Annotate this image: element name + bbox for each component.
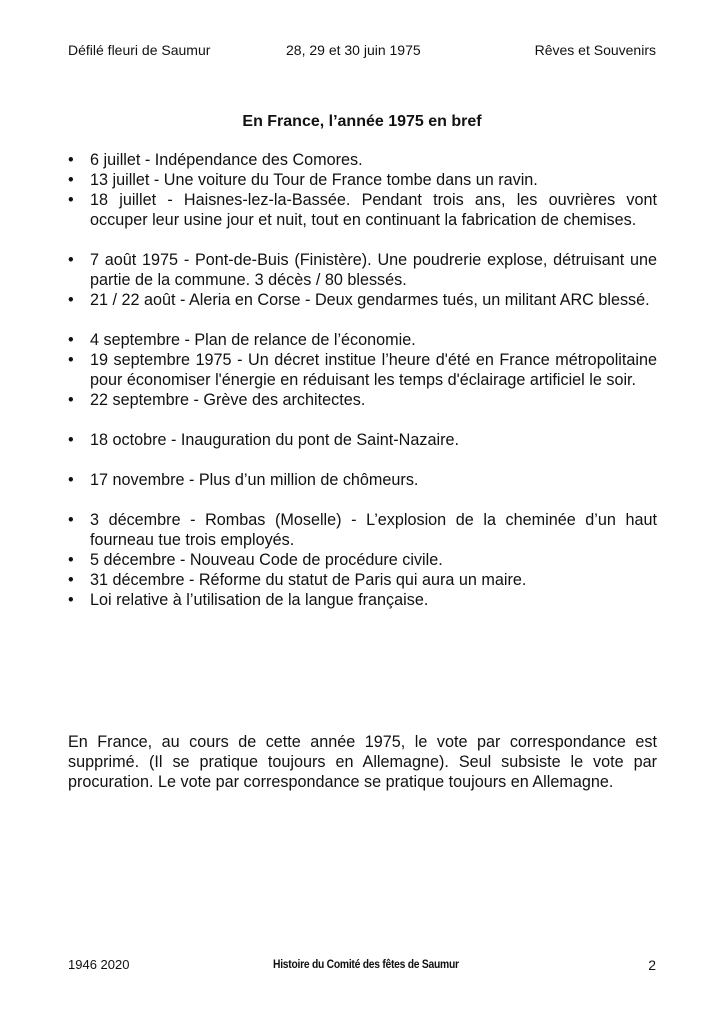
event-text: 5 décembre - Nouveau Code de procédure civile.: [90, 551, 443, 569]
event-text: 7 août 1975 - Pont-de-Buis (Finistère). Une poudrerie explose, détruisant une partie de la commune. 3 décès / 80 blessés.: [90, 251, 657, 289]
event-text: Loi relative à l’utilisation de la langue française.: [90, 591, 429, 609]
page-footer: [68, 957, 656, 977]
list-item: [68, 330, 657, 350]
event-text: 4 septembre - Plan de relance de l’économie.: [90, 331, 416, 349]
event-text: 31 décembre - Réforme du statut de Paris qui aura un maire.: [90, 571, 527, 589]
event-text: 18 juillet - Haisnes-lez-la-Bassée. Pendant trois ans, les ouvrières vont occuper leur usine jour et nuit, tout en continuant la fabrication de chemises.: [90, 191, 657, 229]
bullet: •: [68, 151, 74, 169]
list-item: [68, 170, 657, 190]
header-center-text: 28, 29 et 30 juin 1975: [286, 42, 421, 58]
footer-center-text: Histoire du Comité des fêtes de Saumur: [273, 957, 459, 971]
event-text: 3 décembre - Rombas (Moselle) - L’explosion de la cheminée d’un haut fourneau tue trois employés.: [90, 511, 657, 549]
event-text: 18 octobre - Inauguration du pont de Saint-Nazaire.: [90, 431, 459, 449]
bullet: •: [68, 291, 74, 309]
list-item: [68, 350, 657, 390]
header-left-text: Défilé fleuri de Saumur: [68, 42, 211, 58]
bullet: •: [68, 391, 74, 409]
event-text: 21 / 22 août - Aleria en Corse - Deux gendarmes tués, un militant ARC blessé.: [90, 291, 650, 309]
event-text: 6 juillet - Indépendance des Comores.: [90, 151, 363, 169]
summary-paragraph: En France, au cours de cette année 1975, le vote par correspondance est supprimé. (Il se pratique toujours en Allemagne). Seul subsiste le vote par procuration. Le vote par correspondance se pratique toujours en Allemagne.: [68, 733, 657, 791]
list-item: [68, 190, 657, 230]
event-text: 22 septembre - Grève des architectes.: [90, 391, 366, 409]
events-list: [68, 150, 657, 610]
page-header: [68, 42, 656, 64]
list-item: [68, 470, 657, 490]
event-text: 17 novembre - Plus d’un million de chômeurs.: [90, 471, 419, 489]
bullet: •: [68, 511, 74, 529]
bullet: •: [68, 251, 74, 269]
list-item: [68, 550, 657, 570]
list-item: [68, 590, 657, 610]
list-item: [68, 390, 657, 410]
list-item: [68, 510, 657, 550]
list-item: [68, 250, 657, 290]
bullet: •: [68, 571, 74, 589]
list-item: [68, 150, 657, 170]
bullet: •: [68, 591, 74, 609]
bullet: •: [68, 171, 74, 189]
bullet: •: [68, 551, 74, 569]
list-item: [68, 570, 657, 590]
bullet: •: [68, 471, 74, 489]
footer-left-text: 1946 2020: [68, 957, 130, 972]
event-text: 13 juillet - Une voiture du Tour de France tombe dans un ravin.: [90, 171, 538, 189]
bullet: •: [68, 431, 74, 449]
event-text: 19 septembre 1975 - Un décret institue l’heure d'été en France métropolitaine pour économiser l'énergie en réduisant les temps d'éclairage artificiel le soir.: [90, 351, 657, 389]
page-title: En France, l’année 1975 en bref: [242, 113, 482, 130]
page-number: 2: [648, 957, 656, 973]
bullet: •: [68, 191, 74, 209]
list-item: [68, 430, 657, 450]
bullet: •: [68, 331, 74, 349]
bullet: •: [68, 351, 74, 369]
list-item: [68, 290, 657, 310]
header-right-text: Rêves et Souvenirs: [534, 42, 656, 58]
